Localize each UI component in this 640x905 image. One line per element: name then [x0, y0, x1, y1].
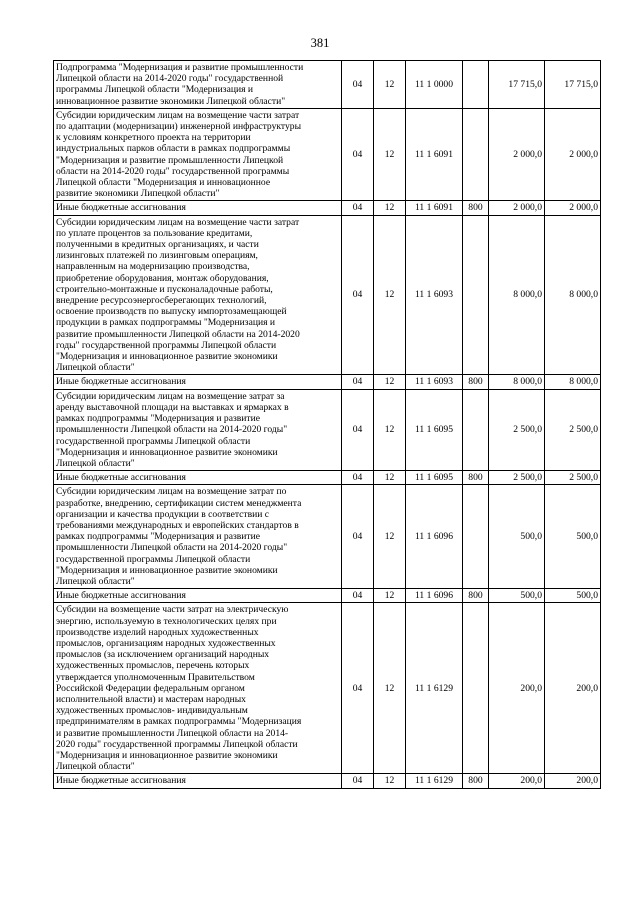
item-name: Подпрограмма "Модернизация и развитие промышленности Липецкой области на 2014-2020 годы" государственной программы Липецкой области "Модернизация и инновационное развитие экономики Липецкой области"	[54, 61, 342, 109]
target-article-code: 11 1 6095	[406, 471, 463, 485]
item-name: Иные бюджетные ассигнования	[54, 471, 342, 485]
item-name: Субсидии юридическим лицам на возмещение затрат по разработке, внедрению, сертификации систем менеджмента организации и качества продукции в соответствии с требованиями международных и европейских стандартов в рамках подпрограммы "Модернизация и развитие промышленности Липецкой области на 2014-2020 годы" государственной программы Липецкой области "Модернизация и инновационное развитие экономики Липецкой области"	[54, 485, 342, 589]
subsection-code: 12	[374, 108, 406, 201]
section-code: 04	[342, 471, 374, 485]
section-code: 04	[342, 375, 374, 389]
subsection-code: 12	[374, 375, 406, 389]
expense-type-code: 800	[463, 375, 489, 389]
amount-2: 8 000,0	[545, 375, 601, 389]
amount-2: 2 500,0	[545, 389, 601, 470]
item-name: Иные бюджетные ассигнования	[54, 375, 342, 389]
subsection-code: 12	[374, 215, 406, 375]
subsection-code: 12	[374, 61, 406, 109]
table-row	[54, 774, 601, 788]
subsection-code: 12	[374, 774, 406, 788]
table-row	[54, 603, 601, 774]
expense-type-code: 800	[463, 589, 489, 603]
section-code: 04	[342, 774, 374, 788]
table-row	[54, 215, 601, 375]
expense-type-code	[463, 61, 489, 109]
amount-1: 500,0	[489, 589, 545, 603]
target-article-code: 11 1 6096	[406, 485, 463, 589]
section-code: 04	[342, 201, 374, 215]
item-name: Иные бюджетные ассигнования	[54, 201, 342, 215]
subsection-code: 12	[374, 603, 406, 774]
table-row	[54, 389, 601, 470]
amount-1: 200,0	[489, 603, 545, 774]
expense-type-code	[463, 485, 489, 589]
amount-2: 2 500,0	[545, 471, 601, 485]
amount-1: 500,0	[489, 485, 545, 589]
item-name: Субсидии юридическим лицам на возмещение части затрат по уплате процентов за пользование кредитами, полученными в кредитных организациях, и части лизинговых платежей по лизинговым операциям, направленным на модернизацию производства, приобретение оборудования, монтаж оборудования, строительно-монтажные и пусконаладочные работы, внедрение ресурсоэнергосберегающих технологий, освоение производств по выпуску импортозамещающей продукции в рамках подпрограммы "Модернизация и развитие промышленности Липецкой области на 2014-2020 годы" государственной программы Липецкой области "Модернизация и инновационное развитие экономики Липецкой области"	[54, 215, 342, 375]
amount-2: 500,0	[545, 589, 601, 603]
table-row	[54, 108, 601, 201]
amount-2: 2 000,0	[545, 108, 601, 201]
section-code: 04	[342, 215, 374, 375]
subsection-code: 12	[374, 485, 406, 589]
target-article-code: 11 1 6095	[406, 389, 463, 470]
section-code: 04	[342, 485, 374, 589]
target-article-code: 11 1 6091	[406, 201, 463, 215]
table-row	[54, 471, 601, 485]
subsection-code: 12	[374, 389, 406, 470]
expense-type-code: 800	[463, 471, 489, 485]
table-row	[54, 589, 601, 603]
target-article-code: 11 1 6093	[406, 375, 463, 389]
section-code: 04	[342, 603, 374, 774]
target-article-code: 11 1 6091	[406, 108, 463, 201]
expense-type-code	[463, 108, 489, 201]
section-code: 04	[342, 108, 374, 201]
table-row	[54, 201, 601, 215]
amount-1: 8 000,0	[489, 215, 545, 375]
item-name: Субсидии юридическим лицам на возмещение затрат за аренду выставочной площади на выставках и ярмарках в рамках подпрограммы "Модернизация и развитие промышленности Липецкой области на 2014-2020 годы" государственной программы Липецкой области "Модернизация и инновационное развитие экономики Липецкой области"	[54, 389, 342, 470]
amount-1: 8 000,0	[489, 375, 545, 389]
target-article-code: 11 1 6129	[406, 774, 463, 788]
table-row	[54, 485, 601, 589]
section-code: 04	[342, 389, 374, 470]
expense-type-code	[463, 603, 489, 774]
amount-1: 2 500,0	[489, 471, 545, 485]
expense-type-code	[463, 215, 489, 375]
expense-type-code: 800	[463, 201, 489, 215]
amount-2: 200,0	[545, 774, 601, 788]
subsection-code: 12	[374, 589, 406, 603]
subsection-code: 12	[374, 471, 406, 485]
amount-1: 2 500,0	[489, 389, 545, 470]
table-row	[54, 375, 601, 389]
subsection-code: 12	[374, 201, 406, 215]
budget-table	[53, 60, 601, 789]
expense-type-code	[463, 389, 489, 470]
table-row	[54, 61, 601, 109]
amount-1: 17 715,0	[489, 61, 545, 109]
amount-2: 200,0	[545, 603, 601, 774]
amount-2: 8 000,0	[545, 215, 601, 375]
amount-2: 500,0	[545, 485, 601, 589]
page-number: 381	[310, 36, 330, 50]
amount-1: 2 000,0	[489, 108, 545, 201]
section-code: 04	[342, 61, 374, 109]
target-article-code: 11 1 6129	[406, 603, 463, 774]
amount-1: 200,0	[489, 774, 545, 788]
target-article-code: 11 1 6096	[406, 589, 463, 603]
expense-type-code: 800	[463, 774, 489, 788]
amount-2: 2 000,0	[545, 201, 601, 215]
item-name: Субсидии на возмещение части затрат на электрическую энергию, используемую в технологических целях при производстве изделий народных художественных промыслов, организациям народных художественных промыслов (за исключением организаций народных художественных промыслов, перечень которых утверждается уполномоченным Правительством Российской Федерации федеральным органом исполнительной власти) и мастерам народных художественных промыслов- индивидуальным предпринимателям в рамках подпрограммы "Модернизация и развитие промышленности Липецкой области на 2014- 2020 годы" государственной программы Липецкой области "Модернизация и инновационное развитие экономики Липецкой области"	[54, 603, 342, 774]
section-code: 04	[342, 589, 374, 603]
item-name: Субсидии юридическим лицам на возмещение части затрат по адаптации (модернизации) инженерной инфраструктуры к условиям конкретного проекта на территории индустриальных парков области в рамках подпрограммы "Модернизация и развитие промышленности Липецкой области на 2014-2020 годы" государственной программы Липецкой области "Модернизация и инновационное развитие экономики Липецкой области"	[54, 108, 342, 201]
target-article-code: 11 1 6093	[406, 215, 463, 375]
item-name: Иные бюджетные ассигнования	[54, 589, 342, 603]
amount-1: 2 000,0	[489, 201, 545, 215]
amount-2: 17 715,0	[545, 61, 601, 109]
item-name: Иные бюджетные ассигнования	[54, 774, 342, 788]
target-article-code: 11 1 0000	[406, 61, 463, 109]
